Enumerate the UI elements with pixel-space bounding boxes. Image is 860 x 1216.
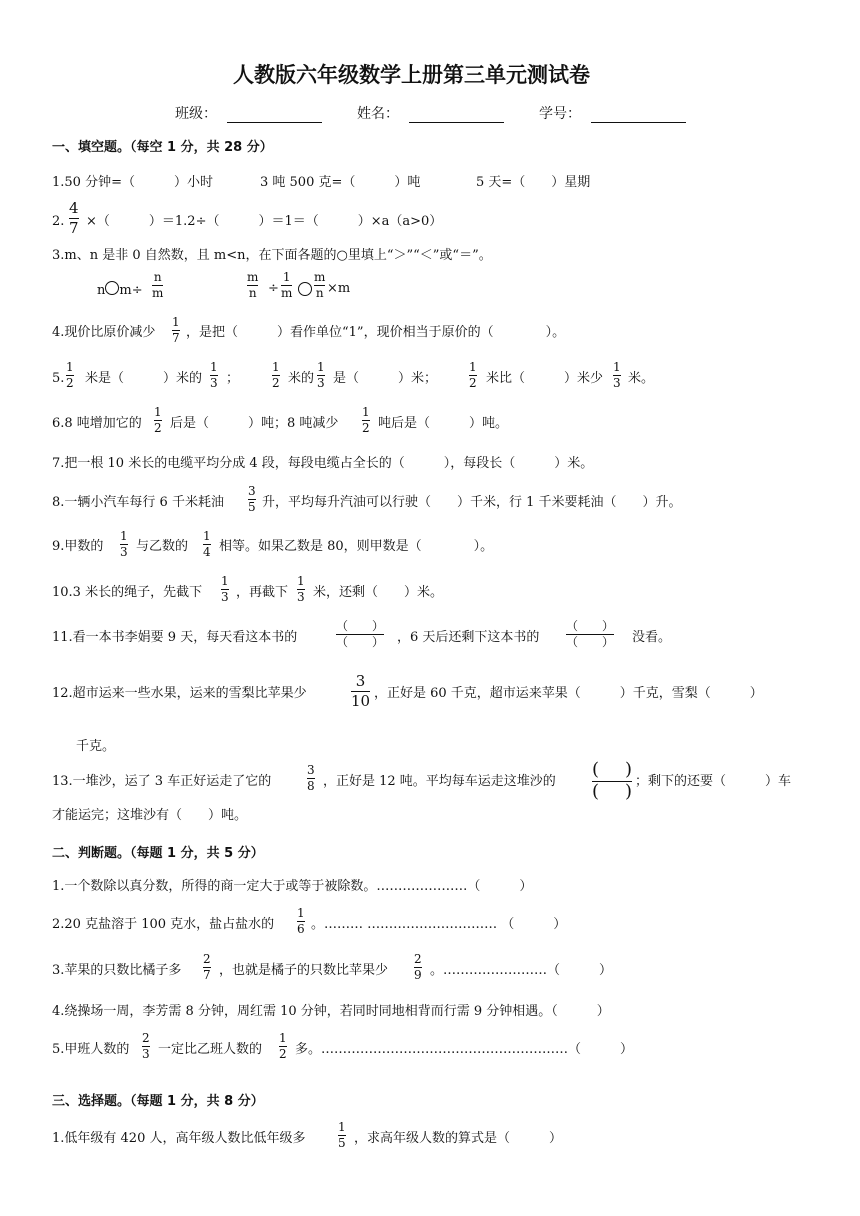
f-q7-text: 7.把一根 10 米长的电缆平均分成 4 段，每段电缆占全长的（ ），每段长（ ）米。	[52, 456, 594, 471]
f-q5-text-c: ；	[226, 371, 240, 386]
fraction-3-5: 3 5	[248, 484, 256, 514]
fraction-1-3-e: 1 3	[221, 574, 229, 604]
f-q5-text-f: 米比（ ）米少	[486, 371, 604, 386]
id-label: 学号：	[539, 106, 581, 122]
compare-circle-1[interactable]	[105, 281, 119, 295]
f-q3-text: 3.m、n 是非 0 自然数，且 m<n，在下面各题的○里填上“＞”“＜”或“＝”。	[52, 248, 492, 263]
fraction-1-2-c: 1 2	[469, 360, 477, 390]
fraction-m-n-2: m n	[314, 270, 326, 300]
f-q9-text-c: 相等。如果乙数是 80，则甲数是（ ）。	[219, 539, 494, 554]
f-q10-text-b: ，再截下	[236, 585, 289, 600]
f-q13-text-b: ，正好是 12 吨。平均每车运走这堆沙的	[323, 774, 556, 789]
fraction-1-2-d: 1 2	[154, 405, 162, 435]
class-label: 班级：	[175, 106, 217, 122]
f-q3-expr2-div: ÷	[268, 281, 279, 296]
fraction-3-8: 3 8	[307, 763, 315, 793]
f-q9-text-a: 9.甲数的	[52, 539, 104, 554]
f-q10-text-c: 米，还剩（ ）米。	[313, 585, 444, 600]
fraction-3-10: 3 10	[351, 672, 371, 710]
f-q5-text-d: 米的	[288, 371, 315, 386]
j-q5-text-c: 多。…………………………………………………（ ）	[295, 1042, 634, 1057]
fraction-m-n-1: m n	[247, 270, 259, 300]
page-title: 人教版六年级数学上册第三单元测试卷	[233, 62, 590, 87]
compare-circle-2[interactable]	[298, 282, 312, 296]
c-q1-text-b: ，求高年级人数的算式是（ ）	[354, 1131, 563, 1146]
j-q1-text: 1.一个数除以真分数，所得的商一定大于或等于被除数。…………………（ ）	[52, 879, 533, 894]
fraction-1-7: 1 7	[172, 315, 180, 345]
f-q13-text-c: ；剩下的还要（ ）车	[635, 774, 792, 789]
f-q12-text-b: ，正好是 60 千克，超市运来苹果（ ）千克，雪梨（ ）	[374, 686, 763, 701]
fraction-1-3-b: 1 3	[317, 360, 325, 390]
class-blank[interactable]	[227, 122, 322, 123]
f-q6-text-b: 后是（ ）吨；8 吨减少	[170, 416, 339, 431]
f-q1-part1: 1.50 分钟=（ ）小时	[52, 175, 213, 190]
f-q8-text-a: 8.一辆小汽车每行 6 千米耗油	[52, 495, 224, 510]
id-blank[interactable]	[591, 122, 686, 123]
f-q2-num: 2.	[52, 214, 65, 229]
fraction-n-m: n m	[152, 270, 164, 300]
f-q13-text-d: 才能运完；这堆沙有（ ）吨。	[52, 808, 248, 823]
f-q3-expr2-tail: ×m	[327, 281, 351, 296]
fraction-blank-2[interactable]: （ ） （ ）	[566, 619, 615, 649]
j-q3-text-a: 3.苹果的只数比橘子多	[52, 963, 182, 978]
f-q5-text-g: 米。	[628, 371, 655, 386]
name-label: 姓名：	[357, 106, 399, 122]
c-q1-text-a: 1.低年级有 420 人，高年级人数比低年级多	[52, 1131, 306, 1146]
j-q2-text-a: 2.20 克盐溶于 100 克水，盐占盐水的	[52, 917, 275, 932]
fraction-1-3-d: 1 3	[120, 529, 128, 559]
fraction-1-3-c: 1 3	[613, 360, 621, 390]
f-q5-text-e: 是（ ）米；	[333, 371, 438, 386]
j-q2-text-b: 。……… ………………………… （ ）	[311, 917, 567, 932]
fraction-1-5: 1 5	[338, 1120, 346, 1150]
fraction-blank-1[interactable]: （ ） （ ）	[336, 619, 385, 649]
f-q11-text-a: 11.看一本书李娟要 9 天，每天看这本书的	[52, 630, 298, 645]
section-judge-title: 二、判断题。（每题 1 分，共 5 分）	[52, 846, 264, 861]
fraction-1-6: 1 6	[297, 906, 305, 936]
f-q8-text-b: 升，平均每升汽油可以行驶（ ）千米，行 1 千米要耗油（ ）升。	[262, 495, 682, 510]
section-fill-in-title: 一、填空题。（每空 1 分，共 28 分）	[52, 140, 273, 155]
f-q12-text-c: 千克。	[76, 739, 116, 754]
f-q1-part3: 5 天=（ ）星期	[476, 175, 591, 190]
fraction-2-9: 2 9	[414, 952, 422, 982]
fraction-1-2-b: 1 2	[272, 360, 280, 390]
fraction-1-3-a: 1 3	[210, 360, 218, 390]
fraction-4-7: 4 7	[69, 199, 79, 237]
j-q5-text-b: 一定比乙班人数的	[158, 1042, 263, 1057]
f-q4-text-b: ，是把（ ）看作单位“1”，现价相当于原价的（ ）。	[186, 325, 566, 340]
fraction-1-3-f: 1 3	[297, 574, 305, 604]
f-q6-text-c: 吨后是（ ）吨。	[378, 416, 509, 431]
f-q13-text-a: 13.一堆沙，运了 3 车正好运走了它的	[52, 774, 272, 789]
fraction-1-m: 1 m	[281, 270, 293, 300]
f-q5-num: 5.	[52, 371, 65, 386]
f-q3-expr1-a: n m÷	[97, 283, 143, 298]
f-q2-text: ×（ ）＝1.2÷（ ）＝1＝（ ）×a（a>0）	[86, 214, 443, 229]
fraction-2-7: 2 7	[203, 952, 211, 982]
big-fraction-blank[interactable]: ( ) ( )	[592, 759, 632, 802]
fraction-1-2-a: 1 2	[66, 360, 74, 390]
fraction-1-2-e: 1 2	[362, 405, 370, 435]
section-choice-title: 三、选择题。（每题 1 分，共 8 分）	[52, 1094, 264, 1109]
f-q11-text-b: ，6 天后还剩下这本书的	[397, 630, 540, 645]
f-q6-text-a: 6.8 吨增加它的	[52, 416, 142, 431]
j-q3-text-c: 。……………………（ ）	[430, 963, 613, 978]
f-q11-text-c: 没看。	[632, 630, 672, 645]
j-q4-text: 4.绕操场一周，李芳需 8 分钟，周红需 10 分钟，若同时同地相背而行需 9 分钟相遇。（ ）	[52, 1004, 610, 1019]
fraction-1-4: 1 4	[203, 529, 211, 559]
f-q5-text-b: 米是（ ）米的	[85, 371, 203, 386]
fraction-2-3: 2 3	[142, 1031, 150, 1061]
j-q3-text-b: ，也就是橘子的只数比苹果少	[219, 963, 389, 978]
name-blank[interactable]	[409, 122, 504, 123]
f-q12-text-a: 12.超市运来一些水果，运来的雪梨比苹果少	[52, 686, 307, 701]
f-q4-text-a: 4.现价比原价减少	[52, 325, 156, 340]
f-q1-part2: 3 吨 500 克=（ ）吨	[260, 175, 421, 190]
j-q5-text-a: 5.甲班人数的	[52, 1042, 130, 1057]
fraction-1-2-f: 1 2	[279, 1031, 287, 1061]
f-q9-text-b: 与乙数的	[136, 539, 189, 554]
f-q10-text-a: 10.3 米长的绳子，先截下	[52, 585, 203, 600]
